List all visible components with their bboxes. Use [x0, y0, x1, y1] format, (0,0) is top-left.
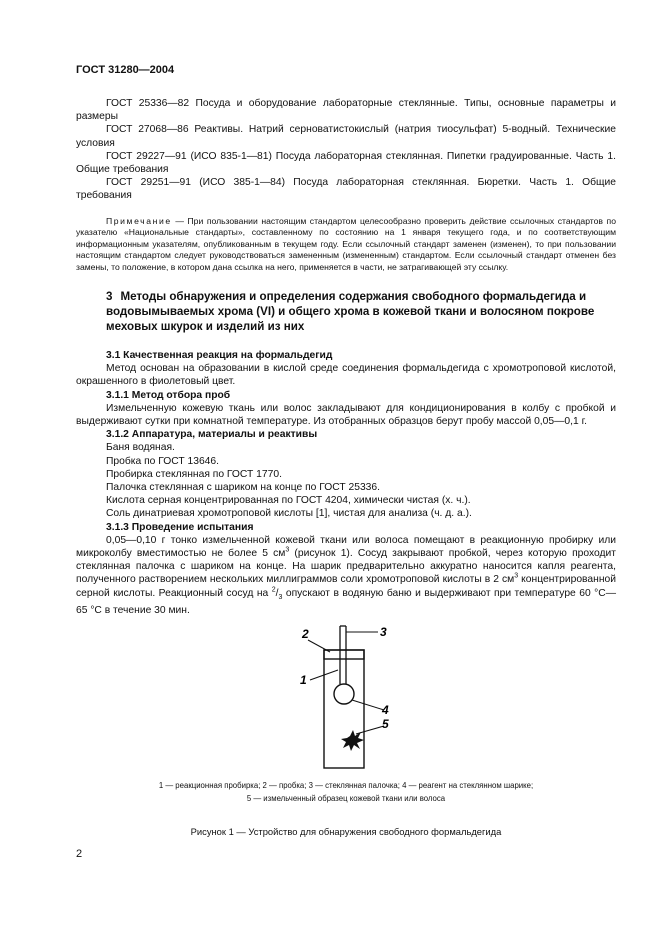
- page-number: 2: [76, 848, 83, 860]
- reference-item: ГОСТ 25336—82 Посуда и оборудование лабораторные стеклянные. Типы, основные параметры и размеры: [76, 98, 616, 123]
- fraction-numerator: 2: [271, 586, 276, 594]
- list-item: Палочка стеклянная с шариком на конце по ГОСТ 25336.: [106, 482, 380, 494]
- test-tube: [324, 650, 364, 768]
- stopper: [324, 650, 364, 659]
- paragraph: Метод основан на образовании в кислой среде соединения формальдегида с хромотроповой кислотой, окрашенного в фиолетовый цвет.: [76, 363, 616, 388]
- reagent-ball: [334, 684, 354, 704]
- document-header: ГОСТ 31280—2004: [76, 64, 175, 76]
- legend-line: 5 — измельченный образец кожевой ткани или волоса: [246, 794, 446, 803]
- superscript: 3: [285, 546, 290, 554]
- text-run: (рисунок 1). Сосуд закрывают пробкой, через которую проходит стеклянная палочка с шариком на конце. На шарик предварительно аккуратно наносится капля реагента, полученного растворением нескольких миллиграммов соли хромотроповой кислоты в 2 см: [76, 548, 616, 586]
- section-number: 3: [106, 290, 113, 303]
- subsection-heading: 3.1.1 Метод отбора проб: [106, 389, 231, 401]
- section-title: Методы обнаружения и определения содержания свободного формальдегида и водовымываемых хрома (VI) и общего хрома в кожевой ткани и волосяном покрове меховых шкурок и изделий из них: [106, 290, 595, 333]
- list-item: Баня водяная.: [106, 442, 175, 454]
- section-3-1: [76, 349, 616, 617]
- legend-line: 1 — реакционная пробирка; 2 — пробка; 3 — стеклянная палочка; 4 — реагент на стеклянном шарике;: [158, 781, 534, 790]
- figure-legend: [76, 779, 616, 805]
- superscript: 3: [514, 573, 519, 581]
- label-2: 2: [302, 627, 309, 641]
- list-item: Кислота серная концентрированная по ГОСТ 4204, химически чистая (х. ч.).: [106, 495, 471, 507]
- fraction-denominator: 3: [278, 593, 283, 601]
- note-block: [76, 216, 616, 273]
- reference-item: ГОСТ 29227—91 (ИСО 835-1—81) Посуда лабораторная стеклянная. Пипетки градуированные. Часть 1. Общие требования: [76, 150, 616, 176]
- list-item: Пробирка стеклянная по ГОСТ 1770.: [106, 468, 282, 480]
- paragraph: Измельченную кожевую ткань или волос закладывают для кондиционирования в колбу с пробкой и выдерживают сутки при комнатной температуре. Из отобранных образцов берут пробу массой 0,05—0,1 г.: [76, 402, 616, 428]
- list-item: Пробка по ГОСТ 13646.: [106, 455, 219, 467]
- subsection-heading: 3.1 Качественная реакция на формальдегид: [106, 350, 333, 361]
- subsection-heading: 3.1.3 Проведение испытания: [106, 521, 254, 533]
- section-3-heading: [106, 289, 606, 334]
- references-list: [76, 97, 616, 203]
- figure-caption: Рисунок 1 — Устройство для обнаружения свободного формальдегида: [190, 826, 502, 837]
- subsection-heading: 3.1.2 Аппаратура, материалы и реактивы: [106, 429, 318, 441]
- text-run: концентрированной серной кислоты. Реакционный сосуд на: [76, 574, 616, 599]
- label-3: 3: [380, 625, 387, 639]
- reference-item: ГОСТ 29251—91 (ИСО 385-1—84) Посуда лабораторная стеклянная. Бюретки. Часть 1. Общие требования: [76, 177, 616, 202]
- note-label: Примечание: [106, 216, 172, 226]
- figure-1-diagram: [290, 622, 400, 772]
- note-text: — При пользовании настоящим стандартом целесообразно проверить действие ссылочных стандартов по указателю «Национальные стандарты», составленному по состоянию на 1 января текущего года, и по соответствующим информационным указателям, опубликованным в текущем году. Если ссылочный стандарт заменен (изменен), то при пользовании настоящим стандартом следует руководствоваться замененным (измененным) стандартом. Если ссылочный стандарт отменен без замены, то положение, в котором дана ссылка на него, применяется в части, не затрагивающей эту ссылку.: [76, 216, 616, 272]
- text-run: 0,05—0,10 г тонко измельченной кожевой ткани или волоса помещают в реакционную пробирку или микроколбу вместимостью не более 5 см: [76, 534, 616, 560]
- reference-item: ГОСТ 27068—86 Реактивы. Натрий серноватистокислый (натрия тиосульфат) 5-водный. Технические условия: [76, 124, 616, 149]
- text-run: опускают в водяную баню и выдерживают при температуре 60 °С—65 °С в течение 30 мин.: [76, 587, 616, 616]
- list-item: Соль динатриевая хромотроповой кислоты [1], чистая для анализа (ч. д. а.).: [106, 508, 472, 520]
- label-1: 1: [300, 673, 307, 687]
- label-5: 5: [382, 717, 389, 731]
- label-4: 4: [382, 703, 389, 717]
- paragraph: 0,05—0,10 г тонко измельченной кожевой ткани или волоса помещают в реакционную пробирку или микроколбу вместимостью не более 5 $см^3$ (рисунок 1). Сосуд закрывают пробкой, через которую проходит стеклянная палочка с шариком на конце. На шарик предварительно аккуратно наносится капля реагента, полученного растворением нескольких миллиграммов соли хромотроповой кислоты в 2 $см^3$ концентрированной серной кислоты. Реакционный сосуд на $^2/_3$ опускают в водяную баню и выдерживают при температуре 60 °С—65 °С в течение 30 мин.: [76, 534, 616, 616]
